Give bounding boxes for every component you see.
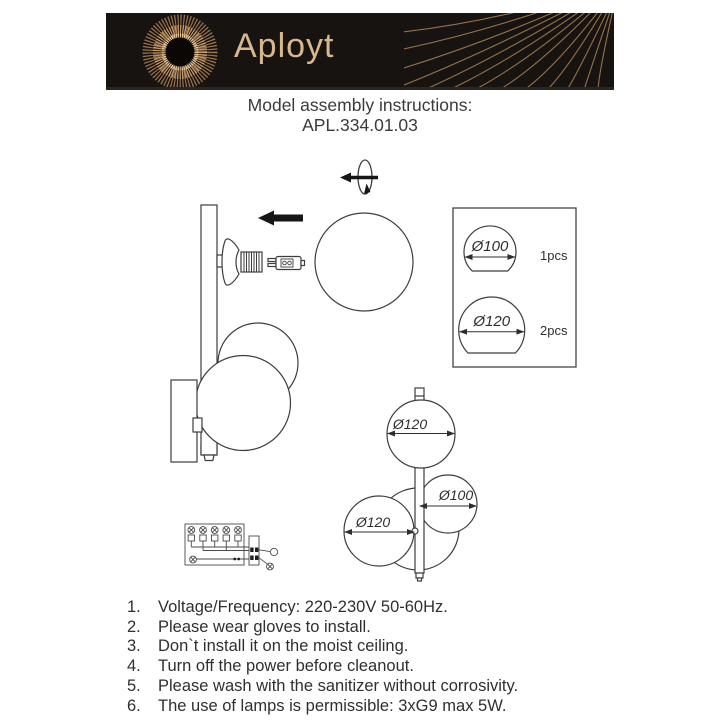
rotate-arrow-icon [340, 160, 378, 194]
globe-right-100 [419, 475, 477, 533]
part-diameter-label: Ø100 [471, 238, 509, 255]
part-qty-label: 1pcs [540, 248, 568, 263]
item-text: Turn off the power before cleanout. [158, 657, 414, 676]
item-number: 4. [127, 657, 141, 676]
insert-arrow-icon [258, 211, 303, 226]
title-line1: Model assembly instructions: [247, 95, 473, 115]
mount-bracket [193, 418, 202, 432]
globe-detached [315, 213, 413, 311]
neutral-symbol [270, 548, 277, 555]
g9-bulb-icon [268, 257, 305, 270]
dim-label-top: Ø120 [392, 416, 428, 432]
item-number: 5. [127, 676, 141, 695]
item-number: 1. [127, 598, 141, 616]
sunburst-icon [138, 13, 222, 90]
joint [412, 528, 418, 534]
item-text: Voltage/Frequency: 220-230V 50-60Hz. [158, 598, 448, 616]
dim-label-right: Ø100 [438, 487, 474, 503]
item-number: 6. [127, 696, 141, 715]
rod-end-cap [204, 455, 214, 461]
item-text: Don`t install it on the moist ceiling. [158, 637, 409, 656]
item-number: 2. [127, 617, 141, 636]
wire-bus-2 [203, 541, 249, 551]
wiring-diagram [180, 518, 290, 580]
decorative-rays [404, 13, 614, 90]
rod-cap-tip [418, 578, 422, 581]
lamp-symbols [188, 527, 242, 534]
socket-cover [222, 239, 239, 285]
list-item [127, 618, 607, 638]
brand-banner [106, 13, 614, 90]
dimension-diagram [335, 380, 490, 585]
list-item [127, 598, 607, 618]
globe-lower [196, 356, 291, 451]
model-number: APL.334.01.03 [302, 114, 418, 135]
globe-left-120 [344, 496, 414, 566]
rod-cap [416, 573, 423, 578]
item-text: The use of lamps is permissible: 3xG9 max 5W. [158, 696, 507, 715]
wire-bus-1 [191, 541, 252, 547]
list-item [127, 677, 607, 697]
page-title [0, 96, 720, 135]
item-number: 3. [127, 637, 141, 656]
brand-wordmark: Aployt [234, 27, 335, 65]
item-text: Please wear gloves to install. [158, 617, 371, 636]
list-item [127, 657, 607, 677]
lamp-sockets [188, 535, 241, 541]
list-item [127, 637, 607, 657]
item-text: Please wash with the sanitizer without corrosivity. [158, 676, 519, 695]
parts-box [445, 200, 590, 375]
part-diameter-label: Ø120 [473, 313, 511, 330]
dim-label-left: Ø120 [355, 514, 391, 530]
part-qty-label: 2pcs [540, 323, 568, 338]
instruction-list [127, 598, 607, 716]
list-item [127, 697, 607, 717]
